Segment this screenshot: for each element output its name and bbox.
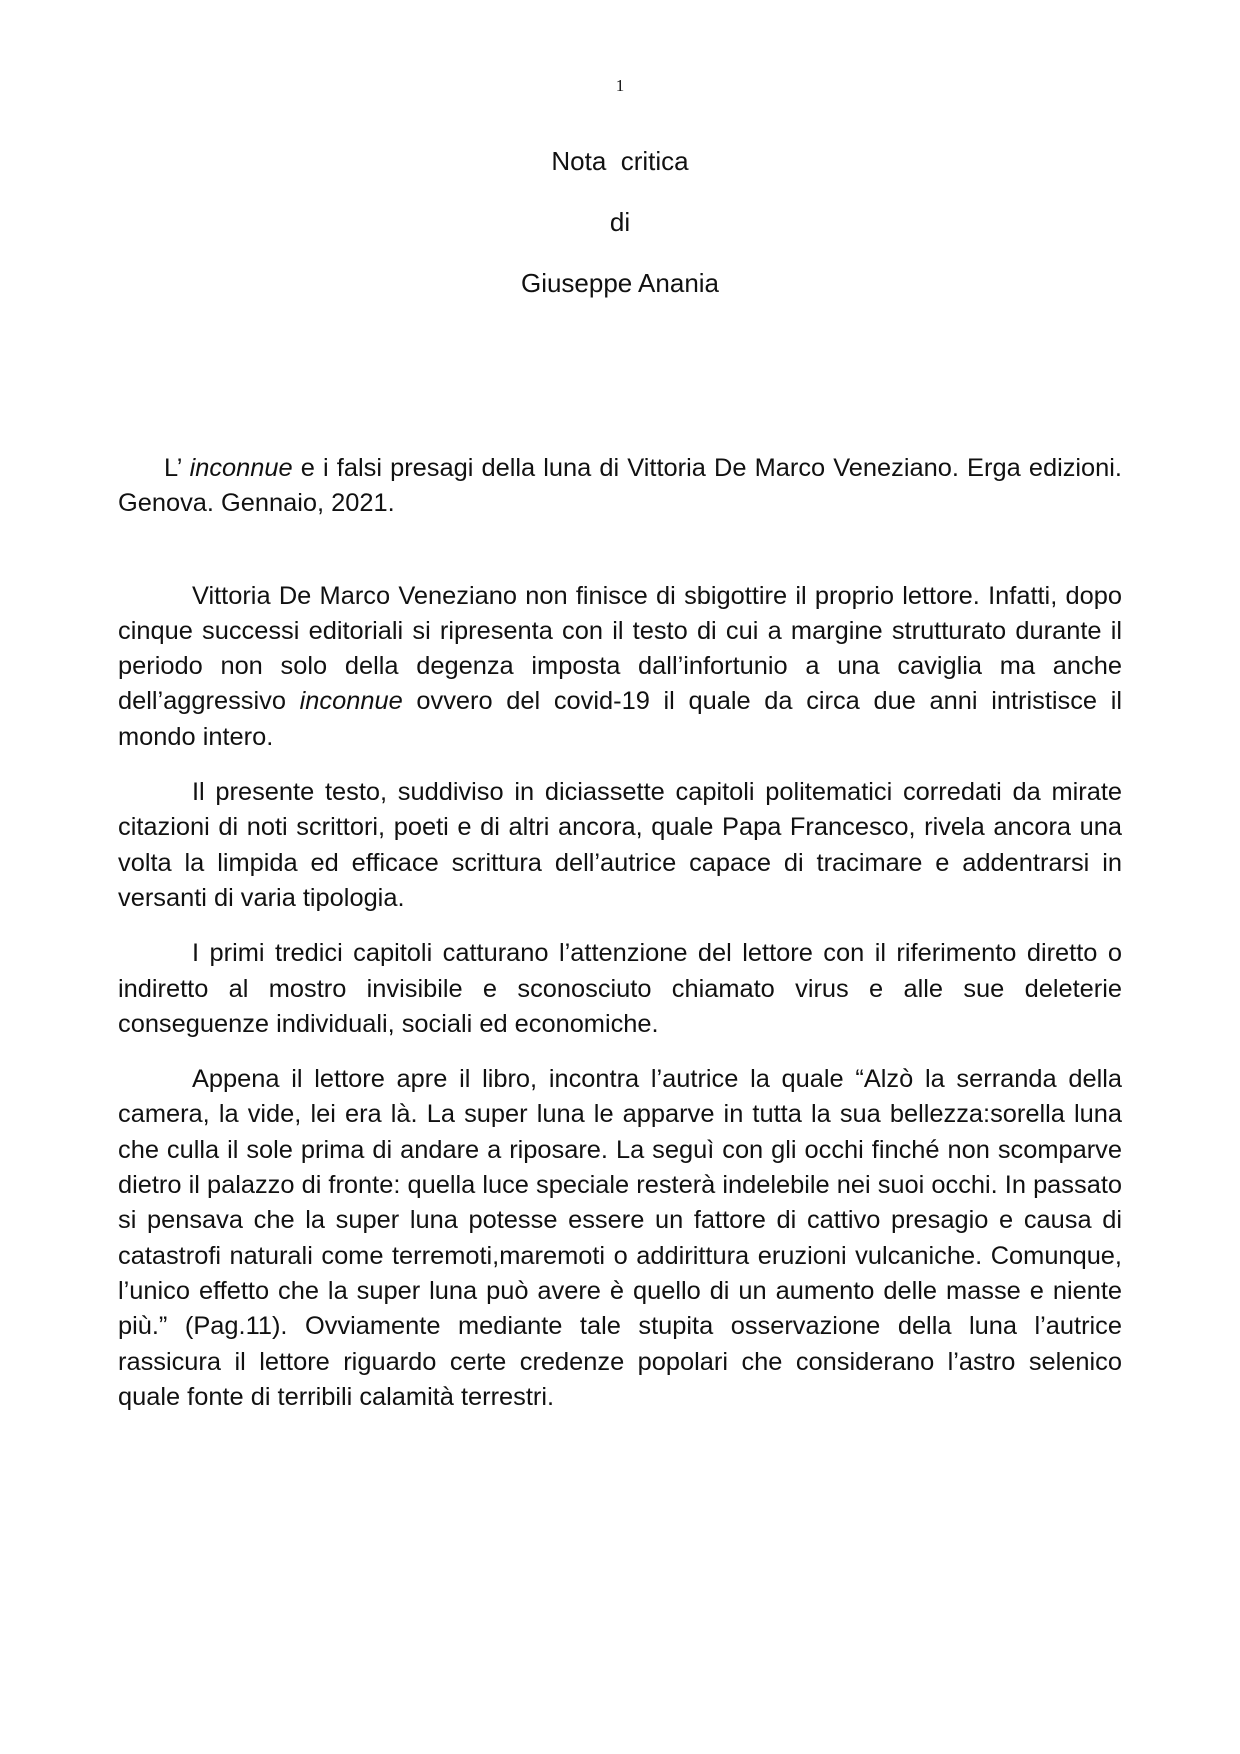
reference-prefix: L’ [164,454,190,482]
body-text [118,451,1122,1415]
reference-rest: e i falsi presagi della luna di Vittoria De Marco Veneziano. Erga edizioni. Genova. Gennaio, 2021. [118,454,1122,518]
title-line: Nota critica [551,146,689,176]
reference-italic-title: inconnue [189,454,293,482]
paragraph-4: Appena il lettore apre il libro, incontra l’autrice la quale “Alzò la serranda della camera, la vide, lei era là. La super luna le apparve in tutta la sua bellezza:sorella luna che culla il sole prima di andare a riposare. La seguì con gli occhi finché non scomparve dietro il palazzo di fronte: quella luce speciale resterà indelebile nei suoi occhi. In passato si pensava che la super luna potesse essere un fattore di cattivo presagio e causa di catastrofi naturali come terremoti,maremoti o addirittura eruzioni vulcaniche. Comunque, l’unico effetto che la super luna può avere è quello di un aumento delle masse e niente più.” (Pag.11). Ovviamente mediante tale stupita osservazione della luna l’autrice rassicura il lettore riguardo certe credenze popolari che considerano l’astro selenico quale fonte di terribili calamità terrestri. [118,1065,1122,1411]
paragraph-3: I primi tredici capitoli catturano l’attenzione del lettore con il riferimento diretto o indiretto al mostro invisibile e sconosciuto chiamato virus e alle sue deleterie conseguenze individuali, sociali ed economiche. [118,939,1122,1038]
book-reference [118,451,1122,522]
page-number: 1 [615,76,625,95]
title-by: di [609,207,631,237]
paragraph-1-part2: ovvero del covid-19 il quale da circa due anni intristisce il mondo intero. [118,687,1122,751]
author-name: Giuseppe Anania [520,268,720,298]
paragraph-1 [118,579,1122,755]
paragraph-2: Il presente testo, suddiviso in diciassette capitoli politematici corredati da mirate citazioni di noti scrittori, poeti e di altri ancora, quale Papa Francesco, rivela ancora una volta la limpida ed efficace scrittura dell’autrice capace di tracimare e addentrarsi in versanti di varia tipologia. [118,778,1122,912]
paragraph-1-part1: Vittoria De Marco Veneziano non finisce di sbigottire il proprio lettore. Infatti, dopo cinque successi editoriali si ripresenta con il testo di cui a margine strutturato durante il periodo non solo della degenza imposta dall’infortunio a una caviglia ma anche dell’aggressivo [118,581,1122,716]
paragraph-1-italic: inconnue [299,687,403,716]
title-block [0,146,1240,329]
